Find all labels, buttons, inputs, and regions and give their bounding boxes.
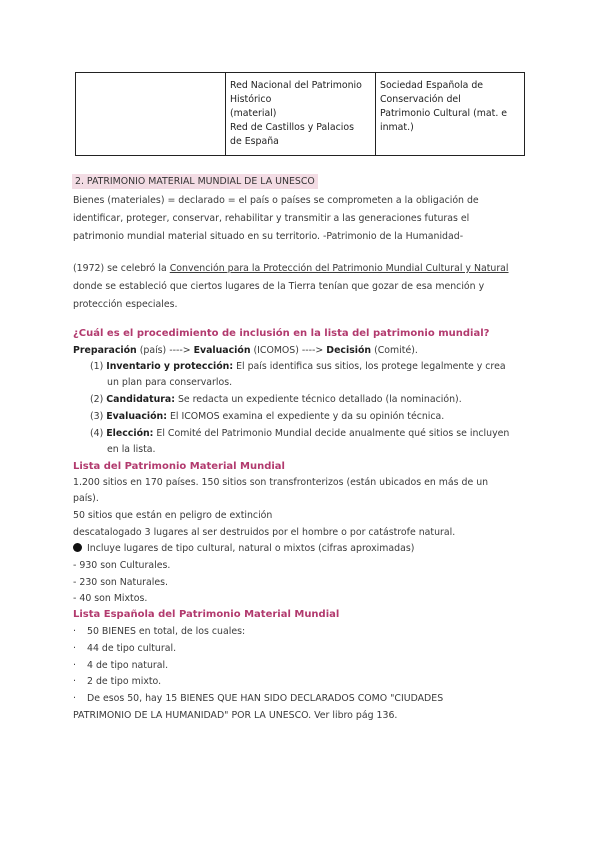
step-number: (4)	[90, 428, 104, 439]
item-text: 2 de tipo mixto.	[87, 676, 162, 687]
procedure-heading: ¿Cuál es el procedimiento de inclusión en la lista del patrimonio mundial?	[73, 328, 490, 339]
world-list-line: 50 sitios que están en peligro de extinción	[73, 510, 273, 521]
flow-note: (país) ---->	[136, 345, 194, 356]
section-title: 2. PATRIMONIO MATERIAL MUNDIAL DE LA UNESCO	[72, 174, 318, 189]
step-number: (2)	[90, 394, 104, 405]
item-text: 44 de tipo cultural.	[87, 643, 177, 654]
step-text: El país identifica sus sitios, los protege legalmente y crea	[233, 361, 506, 372]
world-list-item: - 230 son Naturales.	[73, 577, 168, 588]
cell-line: Sociedad Española de	[380, 80, 484, 91]
step-text: El Comité del Patrimonio Mundial decide anualmente qué sitios se incluyen	[153, 428, 510, 439]
paragraph-line: protección especiales.	[73, 299, 178, 310]
step-item	[90, 411, 444, 422]
bullet-text: Incluye lugares de tipo cultural, natural o mixtos (cifras aproximadas)	[87, 543, 415, 554]
step-continuation: en la lista.	[107, 444, 156, 455]
item-text: 4 de tipo natural.	[87, 660, 169, 671]
step-label: Elección:	[106, 428, 154, 439]
step-label: Evaluación:	[106, 411, 167, 422]
table-cell-sociedad	[376, 73, 524, 155]
bullet-icon: ·	[73, 660, 76, 671]
step-item	[90, 361, 506, 372]
world-list-line: país).	[73, 493, 99, 504]
step-label: Candidatura:	[106, 394, 175, 405]
bullet-icon: ·	[73, 693, 76, 704]
table-cell-red-nacional	[226, 73, 376, 155]
flow-note: (Comité).	[371, 345, 418, 356]
step-item	[90, 394, 462, 405]
flow-step: Evaluación	[193, 345, 251, 356]
world-list-item: - 40 son Mixtos.	[73, 593, 148, 604]
world-list-bullet-line	[73, 543, 414, 554]
bullet-icon: ·	[73, 626, 76, 637]
flow-note: (ICOMOS) ---->	[250, 345, 327, 356]
cell-line: de España	[230, 136, 279, 147]
cell-line: inmat.)	[380, 122, 414, 133]
bullet-dot-icon	[73, 543, 82, 552]
paragraph-text: (1972) se celebró la	[73, 263, 170, 274]
heritage-table	[75, 72, 525, 156]
world-list-line: descatalogado 3 lugares al ser destruidos por el hombre o por catástrofe natural.	[73, 527, 456, 538]
spain-list-item	[73, 693, 443, 704]
spain-list-item	[73, 626, 245, 637]
spain-list-heading: Lista Española del Patrimonio Material Mundial	[73, 609, 340, 620]
cell-line: Red de Castillos y Palacios	[230, 122, 354, 133]
step-number: (1)	[90, 361, 104, 372]
step-text: El ICOMOS examina el expediente y da su opinión técnica.	[166, 411, 445, 422]
cell-line: Red Nacional del Patrimonio	[230, 80, 362, 91]
world-list-item: - 930 son Culturales.	[73, 560, 171, 571]
convention-link-text: Convención para la Protección del Patrimonio Mundial Cultural y Natural	[169, 263, 509, 274]
paragraph-line: Bienes (materiales) = declarado = el país o países se comprometen a la obligación de	[73, 195, 479, 206]
flow-step: Decisión	[326, 345, 372, 356]
spain-list-item	[73, 660, 168, 671]
bullet-icon: ·	[73, 643, 76, 654]
step-item	[90, 428, 509, 439]
spain-list-item	[73, 643, 176, 654]
paragraph-line: donde se estableció que ciertos lugares de la Tierra tenían que gozar de esa mención y	[73, 281, 485, 292]
step-label: Inventario y protección:	[106, 361, 234, 372]
paragraph-line: identificar, proteger, conservar, rehabilitar y transmitir a las generaciones futuras el	[73, 213, 470, 224]
spain-list-item	[73, 676, 161, 687]
cell-line: Histórico	[230, 94, 272, 105]
flow-step: Preparación	[73, 345, 137, 356]
item-text: De esos 50, hay 15 BIENES QUE HAN SIDO DECLARADOS COMO "CIUDADES	[87, 693, 444, 704]
step-continuation: un plan para conservarlos.	[107, 377, 233, 388]
paragraph-line: patrimonio mundial material situado en su territorio. -Patrimonio de la Humanidad-	[73, 231, 464, 242]
cell-line: Patrimonio Cultural (mat. e	[380, 108, 508, 119]
procedure-flow	[73, 345, 418, 356]
item-text: 50 BIENES en total, de los cuales:	[87, 626, 246, 637]
paragraph-line	[73, 263, 509, 274]
cell-line: Conservación del	[380, 94, 461, 105]
spain-list-continuation: PATRIMONIO DE LA HUMANIDAD" POR LA UNESCO. Ver libro pág 136.	[73, 710, 398, 721]
step-text: Se redacta un expediente técnico detallado (la nominación).	[174, 394, 462, 405]
world-list-line: 1.200 sitios en 170 países. 150 sitios son transfronterizos (están ubicados en más de un	[73, 477, 489, 488]
cell-line: (material)	[230, 108, 277, 119]
step-number: (3)	[90, 411, 104, 422]
world-list-heading: Lista del Patrimonio Material Mundial	[73, 461, 285, 472]
table-cell-empty	[76, 73, 226, 155]
bullet-icon: ·	[73, 676, 76, 687]
